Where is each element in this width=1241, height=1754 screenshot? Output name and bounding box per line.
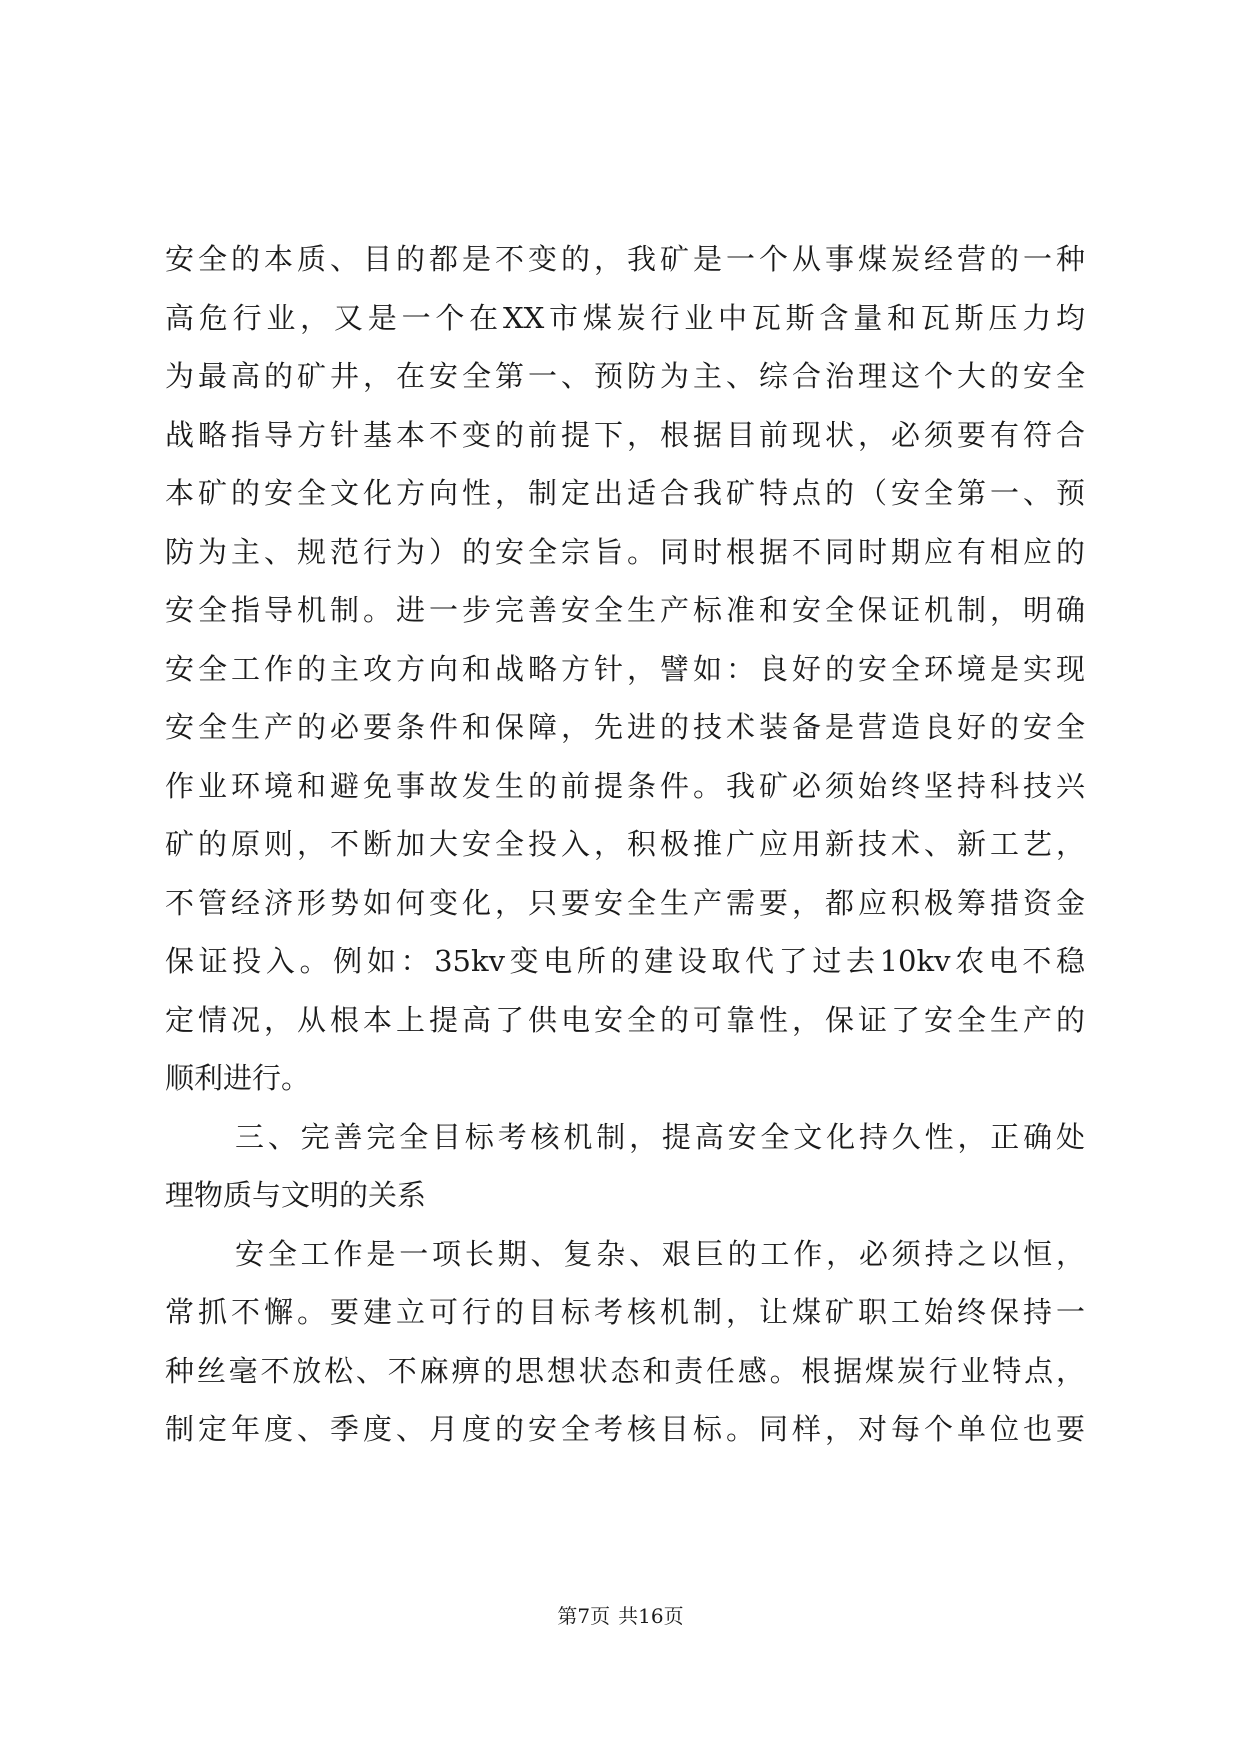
text-line: 常抓不懈。要建立可行的目标考核机制，让煤矿职工始终保持一 xyxy=(165,1295,1085,1329)
text-line: 顺利进行。 xyxy=(165,1061,311,1095)
text-line: 矿的原则，不断加大安全投入，积极推广应用新技术、新工艺， xyxy=(165,827,1085,861)
text-line: 制定年度、季度、月度的安全考核目标。同样，对每个单位也要 xyxy=(165,1412,1085,1446)
text-line: 为最高的矿井，在安全第一、预防为主、综合治理这个大的安全 xyxy=(165,359,1085,393)
body-text xyxy=(165,230,1085,1459)
text-line: 作业环境和避免事故发生的前提条件。我矿必须始终坚持科技兴 xyxy=(165,768,1085,803)
page-total: 共16页 xyxy=(618,1604,684,1628)
section-heading-line: 理物质与文明的关系 xyxy=(165,1178,427,1212)
page-number: 第7页 xyxy=(557,1604,611,1628)
text-line: 不管经济形势如何变化，只要安全生产需要，都应积极筹措资金 xyxy=(165,885,1085,920)
text-line: 安全的本质、目的都是不变的，我矿是一个从事煤炭经营的一种 xyxy=(165,242,1085,276)
text-line: 本矿的安全文化方向性，制定出适合我矿特点的（安全第一、预 xyxy=(165,476,1085,510)
text-line: 定情况，从根本上提高了供电安全的可靠性，保证了安全生产的 xyxy=(165,1002,1085,1037)
text-line: 安全指导机制。进一步完善安全生产标准和安全保证机制，明确 xyxy=(165,593,1085,627)
text-line: 高危行业，又是一个在XX市煤炭行业中瓦斯含量和瓦斯压力均 xyxy=(165,300,1085,335)
text-line: 安全工作的主攻方向和战略方针，譬如：良好的安全环境是实现 xyxy=(165,651,1085,686)
text-line: 种丝毫不放松、不麻痹的思想状态和责任感。根据煤炭行业特点， xyxy=(165,1353,1085,1388)
section-heading-line: 三、完善完全目标考核机制，提高安全文化持久性，正确处 xyxy=(235,1119,1085,1154)
text-line: 防为主、规范行为）的安全宗旨。同时根据不同时期应有相应的 xyxy=(165,534,1085,569)
text-line: 战略指导方针基本不变的前提下，根据目前现状，必须要有符合 xyxy=(165,417,1085,452)
page-footer xyxy=(0,1602,1241,1630)
text-line: 安全生产的必要条件和保障，先进的技术装备是营造良好的安全 xyxy=(165,710,1085,744)
text-line: 保证投入。例如：35kv变电所的建设取代了过去10kv农电不稳 xyxy=(165,944,1085,978)
text-line: 安全工作是一项长期、复杂、艰巨的工作，必须持之以恒， xyxy=(235,1236,1085,1271)
